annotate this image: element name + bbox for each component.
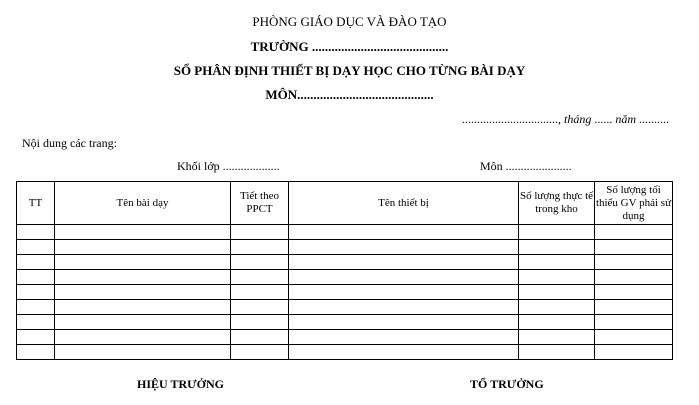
table-cell bbox=[595, 330, 673, 345]
table-cell bbox=[55, 240, 231, 255]
table-cell bbox=[519, 330, 595, 345]
table-cell bbox=[519, 300, 595, 315]
table-cell bbox=[519, 240, 595, 255]
column-header: TT bbox=[17, 182, 55, 225]
table-cell bbox=[231, 300, 289, 315]
subject-field: Môn ...................... bbox=[480, 159, 572, 173]
table-row bbox=[17, 270, 673, 285]
table-cell bbox=[595, 300, 673, 315]
table-cell bbox=[17, 270, 55, 285]
equipment-table bbox=[16, 181, 673, 360]
table-cell bbox=[289, 330, 519, 345]
table-cell bbox=[231, 330, 289, 345]
column-header: Tên bài dạy bbox=[55, 182, 231, 225]
table-cell bbox=[519, 285, 595, 300]
table-cell bbox=[595, 315, 673, 330]
table-cell bbox=[55, 315, 231, 330]
table-cell bbox=[17, 285, 55, 300]
month-blank: ...... bbox=[594, 112, 613, 126]
department-heading: PHÒNG GIÁO DỤC VÀ ĐÀO TẠO bbox=[252, 14, 447, 29]
table-cell bbox=[17, 300, 55, 315]
date-line bbox=[462, 112, 669, 127]
table-cell bbox=[289, 300, 519, 315]
table-cell bbox=[231, 225, 289, 240]
table-row bbox=[17, 330, 673, 345]
column-header: Số lượng thực tế trong kho bbox=[519, 182, 595, 225]
column-header: Tiết theo PPCT bbox=[231, 182, 289, 225]
table-cell bbox=[231, 255, 289, 270]
table-cell bbox=[519, 270, 595, 285]
school-line: TRƯỜNG .......................................... bbox=[250, 39, 449, 54]
table-cell bbox=[519, 345, 595, 360]
table-row bbox=[17, 315, 673, 330]
table-cell bbox=[231, 315, 289, 330]
table-cell bbox=[519, 225, 595, 240]
table-row bbox=[17, 225, 673, 240]
table-cell bbox=[17, 330, 55, 345]
column-header: Tên thiết bị bbox=[289, 182, 519, 225]
table-cell bbox=[231, 285, 289, 300]
month-label: tháng bbox=[563, 112, 592, 126]
table-row bbox=[17, 240, 673, 255]
grade-field: Khối lớp ................... bbox=[177, 159, 280, 173]
team-leader-signature-label: TỔ TRƯỞNG bbox=[470, 377, 544, 391]
column-header: Số lượng tối thiểu GV phải sử dụng bbox=[595, 182, 673, 225]
table-cell bbox=[55, 300, 231, 315]
table-cell bbox=[289, 315, 519, 330]
table-cell bbox=[55, 270, 231, 285]
table-cell bbox=[595, 285, 673, 300]
table-cell bbox=[289, 225, 519, 240]
table-cell bbox=[595, 345, 673, 360]
table-cell bbox=[17, 345, 55, 360]
table-cell bbox=[17, 240, 55, 255]
table-cell bbox=[55, 285, 231, 300]
table-cell bbox=[231, 345, 289, 360]
table-row bbox=[17, 300, 673, 315]
principal-signature-label: HIỆU TRƯỞNG bbox=[137, 377, 225, 391]
table-cell bbox=[17, 315, 55, 330]
subject-heading: MÔN.......................................... bbox=[265, 87, 434, 102]
table-cell bbox=[519, 255, 595, 270]
table-header-row bbox=[17, 182, 673, 225]
table-cell bbox=[17, 225, 55, 240]
table-cell bbox=[231, 270, 289, 285]
table-cell bbox=[55, 330, 231, 345]
table-cell bbox=[519, 315, 595, 330]
table-cell bbox=[55, 345, 231, 360]
year-label: năm bbox=[615, 112, 636, 126]
table-cell bbox=[595, 255, 673, 270]
table-cell bbox=[17, 255, 55, 270]
table-cell bbox=[289, 285, 519, 300]
document-title: SỔ PHÂN ĐỊNH THIẾT BỊ DẠY HỌC CHO TỪNG BÀI DẠY bbox=[173, 63, 526, 78]
table-cell bbox=[595, 270, 673, 285]
table-cell bbox=[55, 225, 231, 240]
table-row bbox=[17, 285, 673, 300]
table-cell bbox=[55, 255, 231, 270]
table-cell bbox=[595, 240, 673, 255]
table-cell bbox=[289, 270, 519, 285]
table-cell bbox=[289, 255, 519, 270]
table-row bbox=[17, 345, 673, 360]
table-cell bbox=[231, 240, 289, 255]
table-cell bbox=[289, 240, 519, 255]
year-blank: .......... bbox=[639, 112, 669, 126]
table-row bbox=[17, 255, 673, 270]
table-cell bbox=[595, 225, 673, 240]
table-cell bbox=[289, 345, 519, 360]
content-label: Nội dung các trang: bbox=[22, 136, 117, 150]
date-blank: ................................, bbox=[461, 112, 561, 126]
